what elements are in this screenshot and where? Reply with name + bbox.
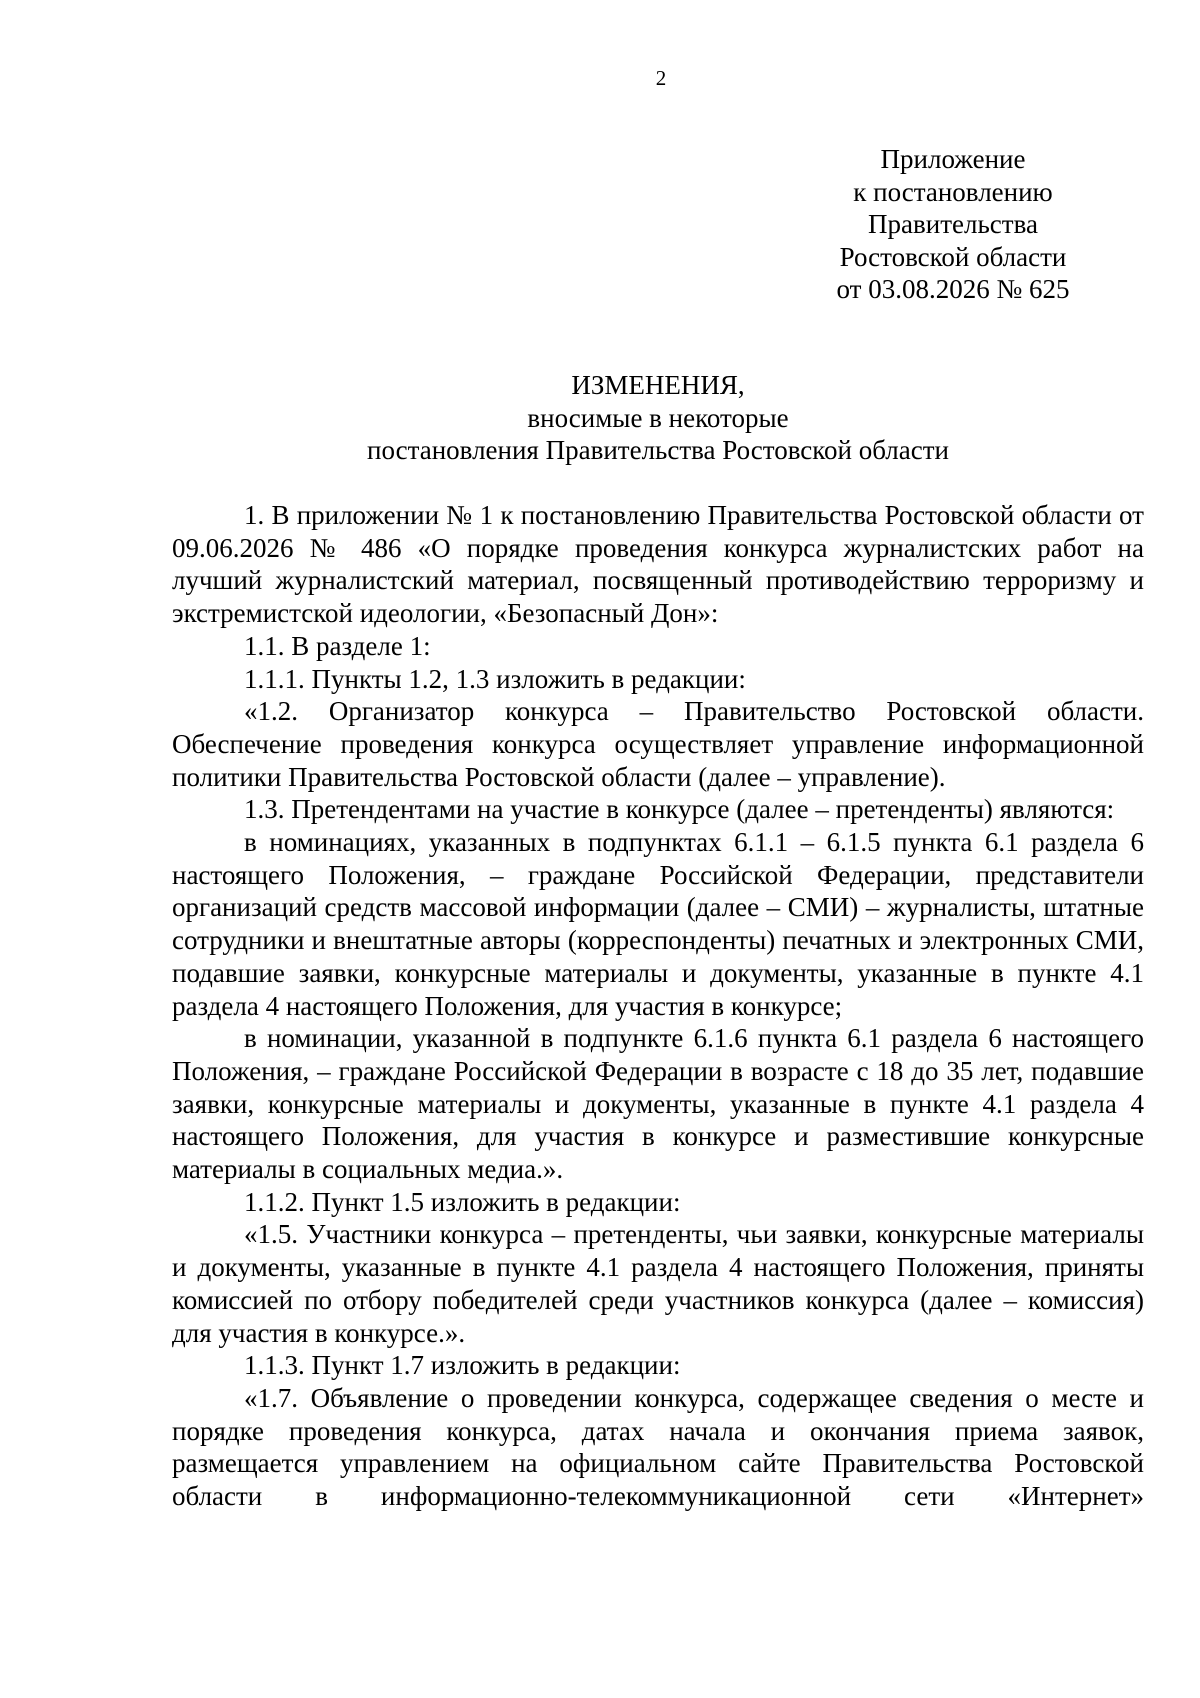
heading-subtitle: постановления Правительства Ростовской области xyxy=(367,435,949,465)
paragraph: «1.7. Объявление о проведении конкурса, содержащее сведения о месте и порядке проведения конкурса, датах начала и окончания приема заявок, размещается управлением на официальном сайте Правительства Ростовской области в информационно-телекоммуникационной сети «Интернет» xyxy=(172,1382,1144,1512)
paragraph: 1.1.3. Пункт 1.7 изложить в редакции: xyxy=(244,1350,681,1381)
document-heading xyxy=(172,369,1144,467)
appendix-date-number: от 03.08.2026 № 625 xyxy=(836,274,1070,304)
paragraph: 1.1. В разделе 1: xyxy=(244,630,431,661)
paragraph: в номинациях, указанных в подпунктах 6.1.1 – 6.1.5 пункта 6.1 раздела 6 настоящего Положения, – граждане Российской Федерации, представители организаций средств массовой информации (далее – СМИ) – журналисты, штатные сотрудники и внештатные авторы (корреспонденты) печатных и электронных СМИ, подавшие заявки, конкурсные материалы и документы, указанные в пункте 4.1 раздела 4 настоящего Положения, для участия в конкурсе; xyxy=(172,827,1144,1021)
heading-title: ИЗМЕНЕНИЯ, xyxy=(571,370,745,400)
paragraph: 1. В приложении № 1 к постановлению Правительства Ростовской области от 09.06.2026 № 486 «О порядке проведения конкурса журналистских работ на лучший журналистский материал, посвященный противодействию терроризму и экстремистской идеологии, «Безопасный Дон»: xyxy=(172,500,1144,629)
page-number: 2 xyxy=(655,66,667,90)
paragraph: 1.1.1. Пункты 1.2, 1.3 изложить в редакции: xyxy=(244,663,746,694)
appendix-line: Приложение xyxy=(880,144,1026,174)
paragraph: «1.5. Участники конкурса – претенденты, чьи заявки, конкурсные материалы и документы, указанные в пункте 4.1 раздела 4 настоящего Положения, приняты комиссией по отбору победителей среди участников конкурса (далее – комиссия) для участия в конкурсе.». xyxy=(172,1219,1144,1348)
paragraph: 1.3. Претендентами на участие в конкурсе (далее – претенденты) являются: xyxy=(244,794,1115,825)
paragraph: «1.2. Организатор конкурса – Правительство Ростовской области. Обеспечение проведения конкурса осуществляет управление информационной политики Правительства Ростовской области (далее – управление). xyxy=(172,696,1144,792)
paragraph: в номинации, указанной в подпункте 6.1.6 пункта 6.1 раздела 6 настоящего Положения, – граждане Российской Федерации в возрасте с 18 до 35 лет, подавшие заявки, конкурсные материалы и документы, указанные в пункте 4.1 раздела 4 настоящего Положения, для участия в конкурсе и разместившие конкурсные материалы в социальных медиа.». xyxy=(172,1023,1144,1185)
appendix-block xyxy=(788,143,1118,306)
heading-subtitle: вносимые в некоторые xyxy=(527,402,789,433)
appendix-line: Правительства xyxy=(868,209,1038,239)
appendix-line: к постановлению xyxy=(853,176,1053,207)
appendix-line: Ростовской области xyxy=(839,241,1067,272)
paragraph: 1.1.2. Пункт 1.5 изложить в редакции: xyxy=(244,1186,681,1217)
document-body xyxy=(172,499,1144,1513)
